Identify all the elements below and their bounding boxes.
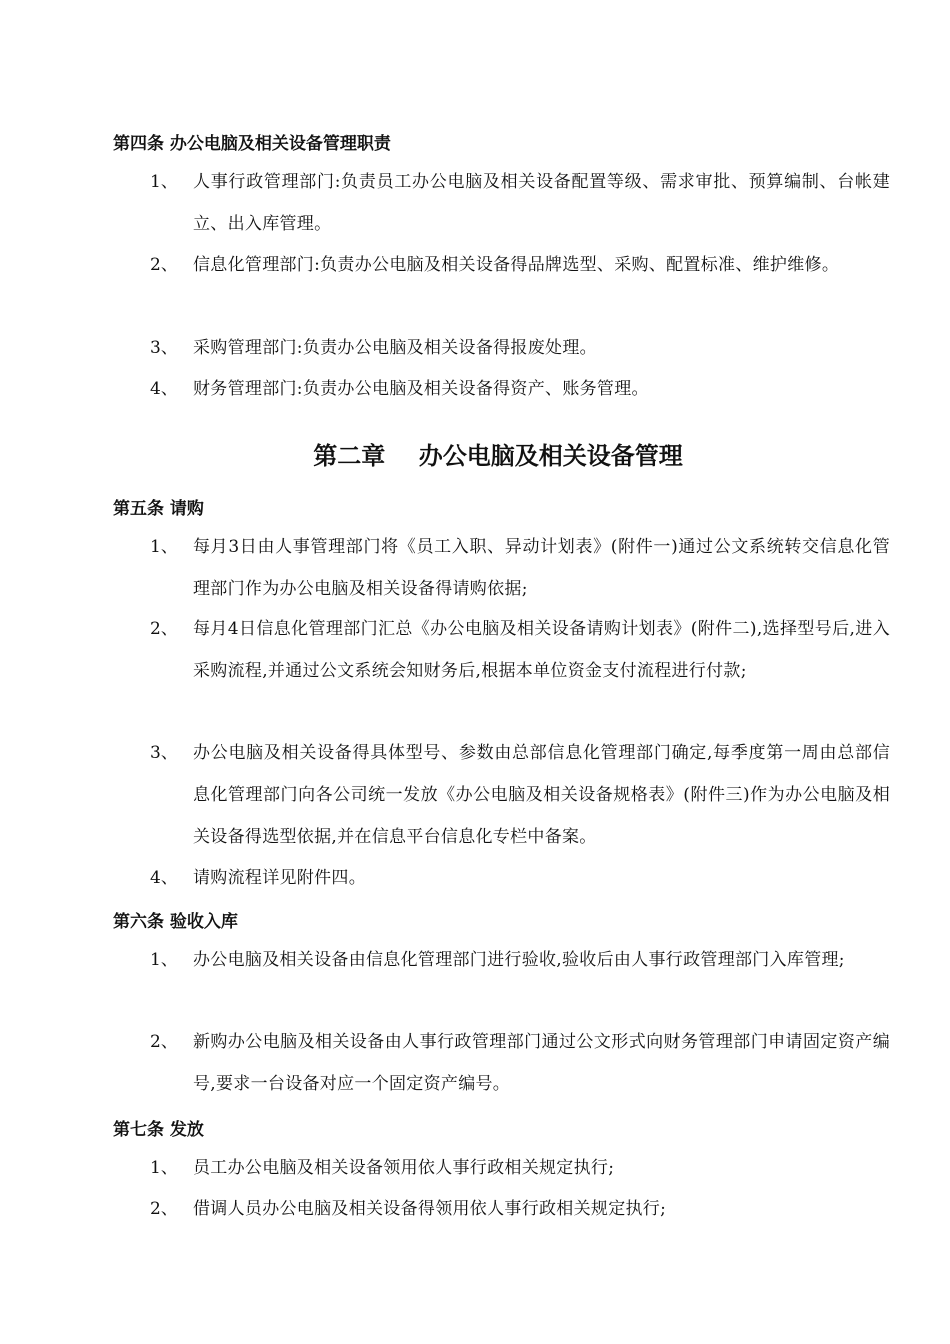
item-text: 办公电脑及相关设备得具体型号、参数由总部信息化管理部门确定,每季度第一周由总部信息化管理部门向各公司统一发放《办公电脑及相关设备规格表》(附件三)作为办公电脑及相关设备得选型依据,并在信息平台信息化专栏中备案。 xyxy=(193,743,890,847)
article-6-heading: 第六条 验收入库 xyxy=(113,912,238,932)
item-number: 4、 xyxy=(150,868,178,888)
item-number: 1、 xyxy=(150,950,178,970)
list-item xyxy=(150,368,890,410)
list-item xyxy=(150,1021,890,1105)
item-number: 2、 xyxy=(150,1199,178,1219)
list-item xyxy=(150,526,890,610)
item-text: 每月4日信息化管理部门汇总《办公电脑及相关设备请购计划表》(附件二),选择型号后,进入采购流程,并通过公文系统会知财务后,根据本单位资金支付流程进行付款; xyxy=(193,619,890,681)
item-number: 1、 xyxy=(150,1158,178,1178)
list-item xyxy=(150,161,890,245)
list-item xyxy=(150,608,890,734)
list-item xyxy=(150,732,890,858)
list-item xyxy=(150,857,890,899)
list-item xyxy=(150,939,890,1023)
item-text: 每月3日由人事管理部门将《员工入职、异动计划表》(附件一)通过公文系统转交信息化管理部门作为办公电脑及相关设备得请购依据; xyxy=(193,537,890,599)
item-text: 人事行政管理部门:负责员工办公电脑及相关设备配置等级、需求审批、预算编制、台帐建立、出入库管理。 xyxy=(193,172,890,234)
item-text: 员工办公电脑及相关设备领用依人事行政相关规定执行; xyxy=(193,1158,615,1178)
list-item xyxy=(150,244,890,328)
item-number: 3、 xyxy=(150,743,178,763)
item-number: 1、 xyxy=(150,537,178,557)
article-7-heading: 第七条 发放 xyxy=(113,1120,204,1140)
list-item xyxy=(150,1188,890,1230)
item-text: 办公电脑及相关设备由信息化管理部门进行验收,验收后由人事行政管理部门入库管理; xyxy=(193,950,845,970)
item-number: 2、 xyxy=(150,619,178,639)
item-text: 财务管理部门:负责办公电脑及相关设备得资产、账务管理。 xyxy=(193,379,649,399)
item-number: 2、 xyxy=(150,1032,178,1052)
list-item xyxy=(150,1147,890,1189)
item-text: 请购流程详见附件四。 xyxy=(193,868,366,888)
item-text: 信息化管理部门:负责办公电脑及相关设备得品牌选型、采购、配置标准、维护维修。 xyxy=(193,255,840,275)
item-text: 借调人员办公电脑及相关设备得领用依人事行政相关规定执行; xyxy=(193,1199,667,1219)
article-4-heading: 第四条 办公电脑及相关设备管理职责 xyxy=(113,134,391,154)
item-number: 3、 xyxy=(150,338,178,358)
article-5-heading: 第五条 请购 xyxy=(113,499,204,519)
item-number: 1、 xyxy=(150,172,178,192)
item-text: 新购办公电脑及相关设备由人事行政管理部门通过公文形式向财务管理部门申请固定资产编号,要求一台设备对应一个固定资产编号。 xyxy=(193,1032,890,1094)
chapter-heading: 第二章 办公电脑及相关设备管理 xyxy=(313,442,683,470)
item-number: 4、 xyxy=(150,379,178,399)
item-text: 采购管理部门:负责办公电脑及相关设备得报废处理。 xyxy=(193,338,597,358)
list-item xyxy=(150,327,890,369)
item-number: 2、 xyxy=(150,255,178,275)
